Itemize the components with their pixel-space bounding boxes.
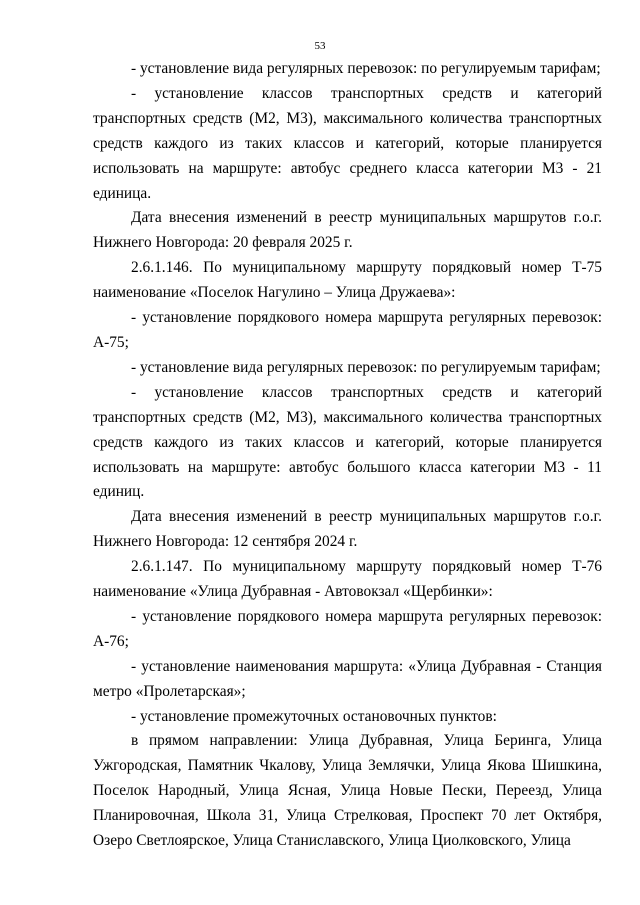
section-heading-paragraph: 2.6.1.146. По муниципальному маршруту порядковый номер Т-75 наименование «Поселок Нагулино – Улица Дружаева»: xyxy=(93,259,602,302)
paragraph: - установление классов транспортных средств и категорий транспортных средств (М2, М3), максимального количества транспортных средств каждого из таких классов и категорий, которые планируется использовать на маршруте: автобус среднего класса категории М3 - 21 единица. xyxy=(93,84,602,202)
paragraph: - установление порядкового номера маршрута регулярных перевозок: А-76; xyxy=(93,607,602,650)
paragraph: - установление порядкового номера маршрута регулярных перевозок: А-75; xyxy=(93,309,602,351)
paragraph: - установление наименования маршрута: «Улица Дубравная - Станция метро «Пролетарская»; xyxy=(93,657,602,700)
paragraph: - установление вида регулярных перевозок: по регулируемым тарифам; xyxy=(131,358,601,376)
paragraph: Дата внесения изменений в реестр муниципальных маршрутов г.о.г. Нижнего Новгорода: 12 сентября 2024 г. xyxy=(93,508,602,551)
document-body xyxy=(93,57,602,854)
page-number: 53 xyxy=(314,40,326,52)
paragraph: - установление вида регулярных перевозок: по регулируемым тарифам; xyxy=(131,60,601,77)
paragraph: - установление классов транспортных средств и категорий транспортных средств (М2, М3), максимального количества транспортных средств каждого из таких классов и категорий, которые планируется использовать на маршруте: автобус большого класса категории М3 - 11 единиц. xyxy=(93,383,602,501)
section-heading-paragraph: 2.6.1.147. По муниципальному маршруту порядковый номер Т-76 наименование «Улица Дубравная - Автовокзал «Щербинки»: xyxy=(93,558,602,601)
paragraph: в прямом направлении: Улица Дубравная, Улица Беринга, Улица Ужгородская, Памятник Чкалову, Улица Землячки, Улица Якова Шишкина, Поселок Народный, Улица Ясная, Улица Новые Пески, Переезд, Улица Планировочная, Школа 31, Улица Стрелковая, Проспект 70 лет Октября, Озеро Светлоярское, Улица Станиславского, Улица Циолковского, Улица xyxy=(93,732,602,850)
paragraph: Дата внесения изменений в реестр муниципальных маршрутов г.о.г. Нижнего Новгорода: 20 февраля 2025 г. xyxy=(93,209,602,252)
paragraph: - установление промежуточных остановочных пунктов: xyxy=(131,707,497,725)
